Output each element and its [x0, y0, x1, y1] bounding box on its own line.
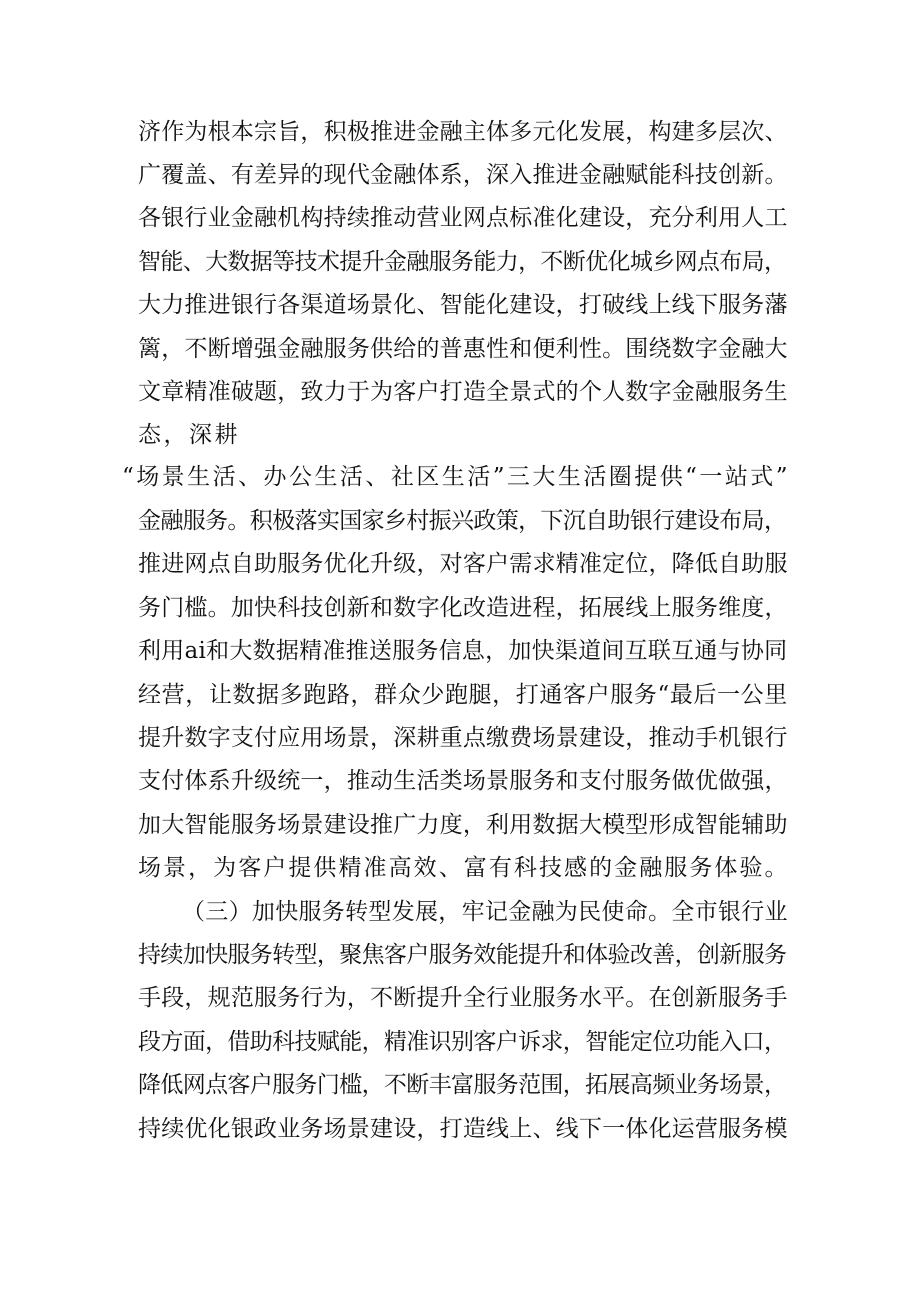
text-line-3: 各银行业金融机构持续推动营业网点标准化建设，充分利用人工	[138, 205, 788, 231]
text-line-7: 文章精准破题，致力于为客户打造全景式的个人数字金融服务生	[138, 379, 788, 405]
text-line-13: 利用ai和大数据精准推送服务信息，加快渠道间互联互通与协同	[138, 638, 788, 664]
text-line-5: 大力推进银行各渠道场景化、智能化建设，打破线上线下服务藩	[138, 292, 788, 318]
text-line-4: 智能、大数据等技术提升金融服务能力，不断优化城乡网点布局，	[138, 249, 787, 275]
text-line-16: 支付体系升级统一，推动生活类场景服务和支付服务做优做强，	[138, 768, 788, 794]
text-line-19: （三）加快服务转型发展，牢记金融为民使命。全市银行业	[182, 899, 788, 925]
text-line-6: 篱，不断增强金融服务供给的普惠性和便利性。围绕数字金融大	[138, 336, 788, 362]
text-line-9: “场景生活、办公生活、社区生活”三大生活圈提供“一站式”	[122, 464, 790, 490]
text-line-20: 持续加快服务转型，聚焦客户服务效能提升和体验改善，创新服务	[138, 942, 787, 968]
text-line-21: 手段，规范服务行为，不断提升全行业服务水平。在创新服务手	[138, 985, 788, 1011]
text-line-12: 务门槛。加快科技创新和数字化改造进程，拓展线上服务维度，	[138, 595, 788, 621]
text-line-23: 降低网点客户服务门槛，不断丰富服务范围，拓展高频业务场景，	[138, 1072, 787, 1098]
text-line-24: 持续优化银政业务场景建设，打造线上、线下一体化运营服务模	[138, 1116, 788, 1142]
text-line-17: 加大智能服务场景建设推广力度，利用数据大模型形成智能辅助	[138, 812, 788, 838]
text-line-14: 经营，让数据多跑路，群众少跑腿，打通客户服务“最后一公里	[138, 682, 788, 708]
text-line-18: 场景，为客户提供精准高效、富有科技感的金融服务体验。	[138, 855, 790, 881]
text-line-8: 态，深耕	[138, 422, 240, 448]
text-line-11: 推进网点自助服务优化升级，对客户需求精准定位，降低自助服	[138, 551, 788, 577]
text-line-22: 段方面，借助科技赋能，精准识别客户诉求，智能定位功能入口，	[138, 1029, 787, 1055]
text-line-2: 广覆盖、有差异的现代金融体系，深入推进金融赋能科技创新。	[138, 162, 788, 188]
text-line-15: 提升数字支付应用场景，深耕重点缴费场景建设，推动手机银行	[138, 725, 788, 751]
text-line-1: 济作为根本宗旨，积极推进金融主体多元化发展，构建多层次、	[138, 119, 788, 145]
text-line-10: 金融服务。积极落实国家乡村振兴政策，下沉自助银行建设布局，	[138, 508, 787, 534]
